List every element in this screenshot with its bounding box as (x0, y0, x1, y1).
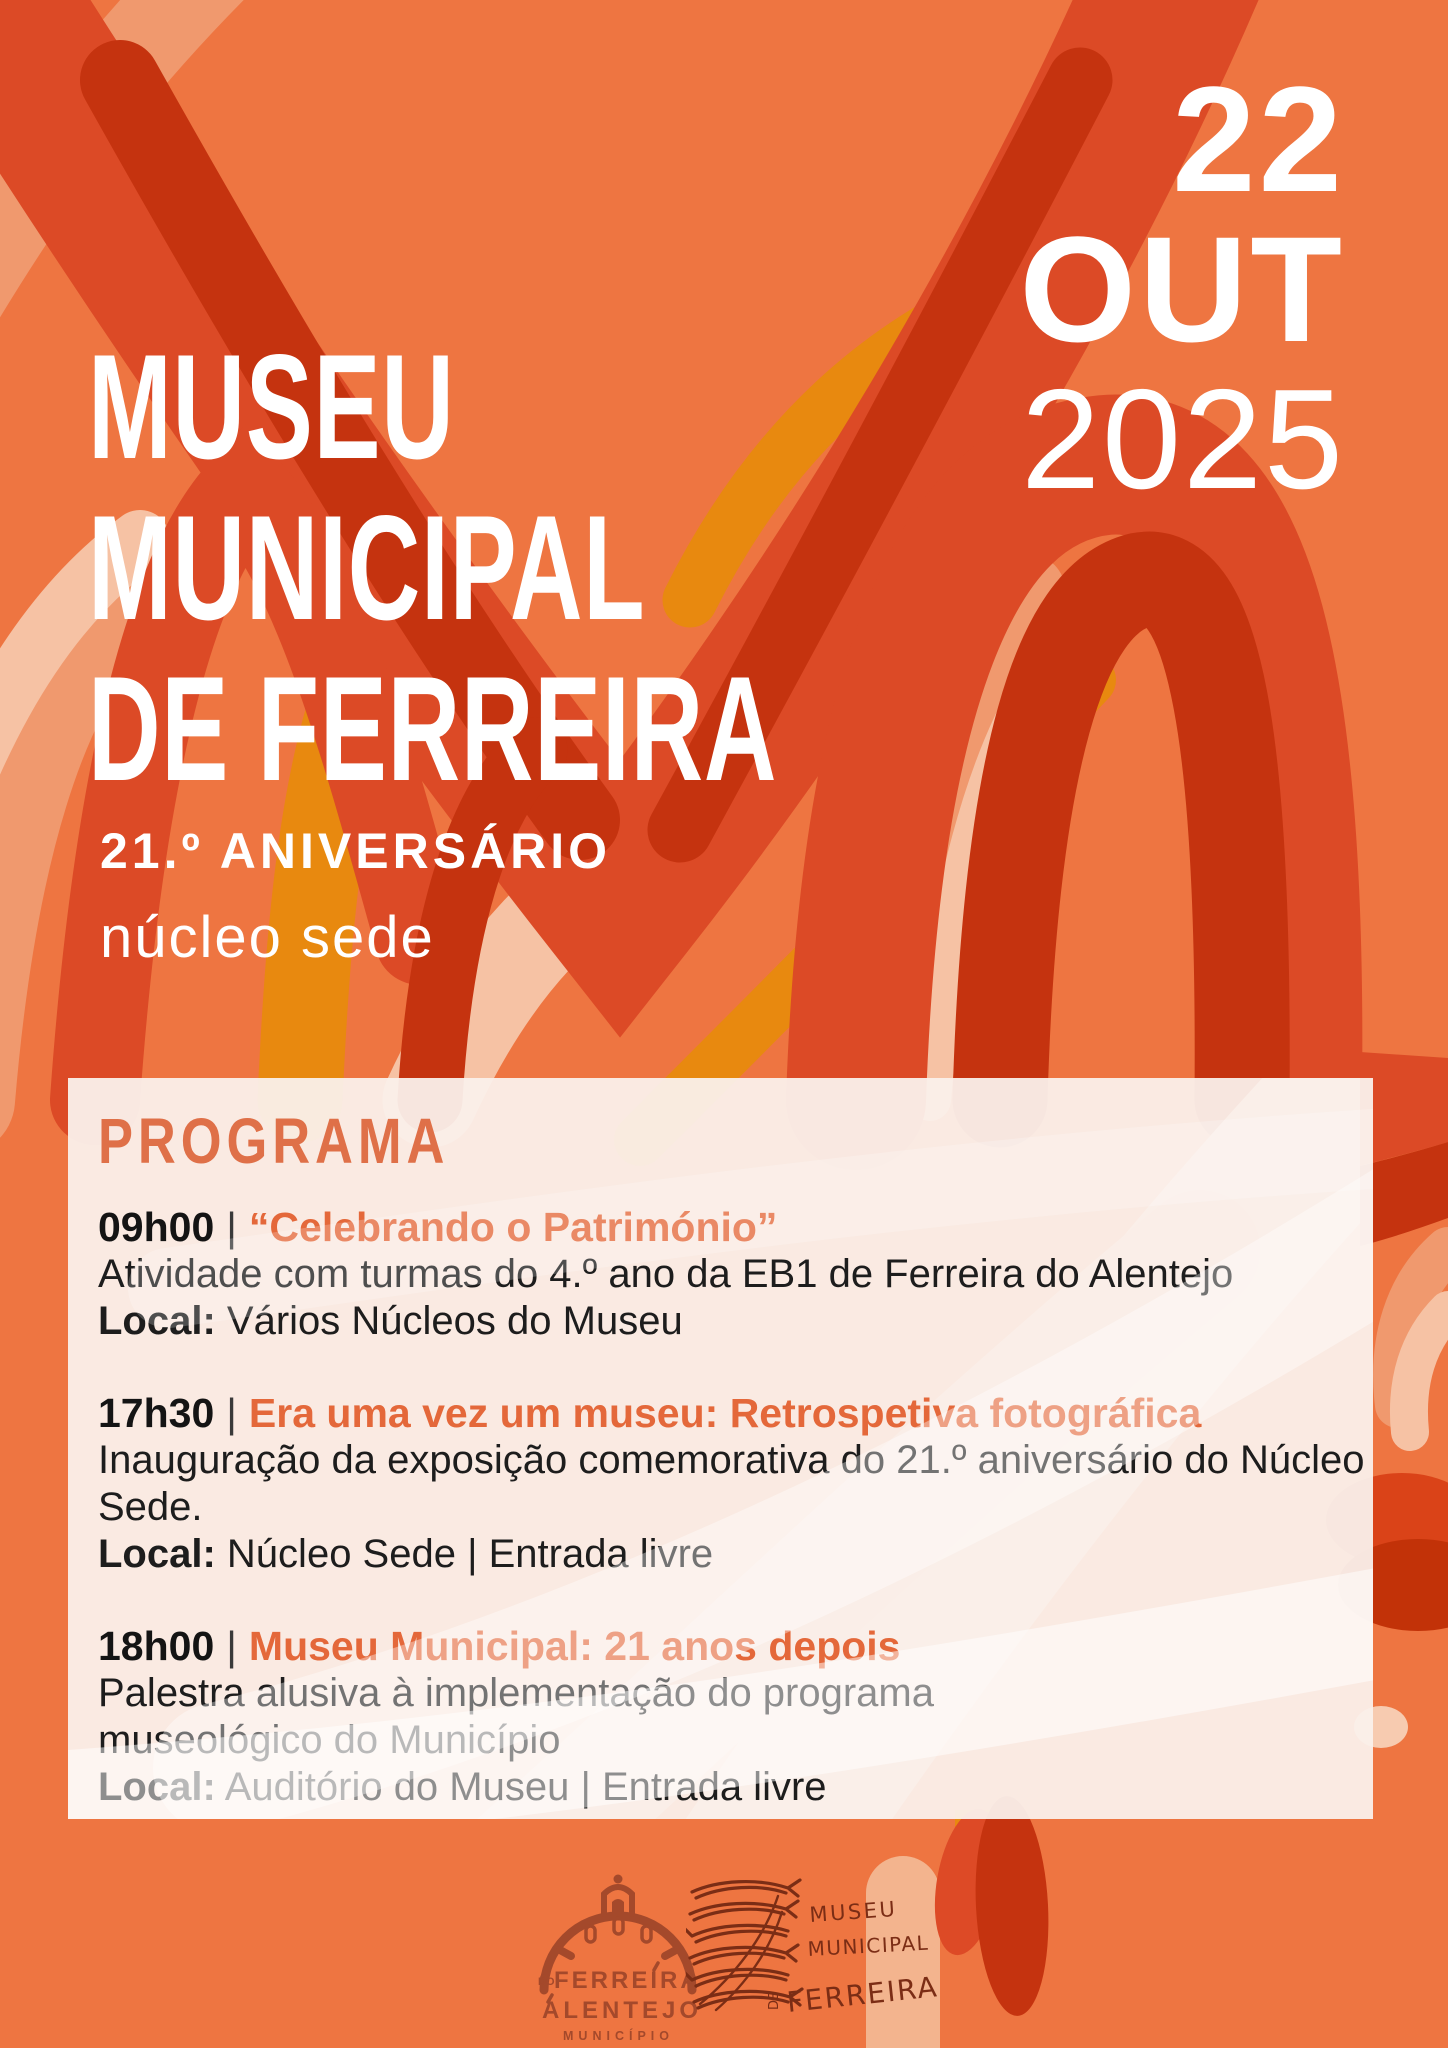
event-description: Inauguração da exposição comemorativa do 21.º aniversário do Núcleo (98, 1438, 1365, 1482)
event-title: Era uma vez um museu: Retrospetiva fotográfica (248, 1390, 1202, 1436)
event-description: Palestra alusiva à implementação do programa (98, 1671, 934, 1715)
event-title: “Celebrando o Património” (248, 1204, 778, 1250)
separator: | (226, 1204, 237, 1250)
event-time: 18h00 (98, 1623, 215, 1669)
poster-subtitle: 21.º ANIVERSÁRIO (100, 823, 612, 879)
event-location (98, 1298, 1345, 1345)
poster-tagline: núcleo sede (100, 905, 435, 970)
poster-title (88, 323, 1109, 812)
event-title: Museu Municipal: 21 anos depois (248, 1623, 901, 1669)
muni-logo-prefix: DO (538, 1976, 555, 1988)
sardines-sketch-icon (686, 1880, 802, 2010)
muni-logo-name-1: FERREIRA (554, 1967, 701, 1994)
event-headline (98, 1390, 1345, 1437)
event-time: 17h30 (98, 1390, 215, 1436)
event-time: 09h00 (98, 1204, 215, 1250)
event-location (98, 1764, 1345, 1811)
location-value: Auditório do Museu | Entrada livre (224, 1765, 827, 1809)
title-line-3: DE FERREIRA (88, 645, 778, 812)
program-event-1 (98, 1204, 1345, 1345)
event-headline (98, 1623, 1345, 1670)
date-day: 22 (1172, 55, 1345, 223)
location-value: Vários Núcleos do Museu (226, 1299, 683, 1343)
museum-logo-line-2: MUNICIPAL (807, 1930, 930, 1961)
date-month: OUT (1019, 205, 1345, 373)
location-value: Núcleo Sede | Entrada livre (226, 1532, 714, 1576)
museum-logo-line-1: MUSEU (808, 1896, 899, 1927)
museum-logo-line-3: FERREIRA (785, 1970, 941, 2019)
museum-logo-prefix: DE (767, 1991, 782, 2010)
muni-logo-name-2: ALENTEJO (542, 1997, 703, 2024)
event-description: museológico do Município (98, 1718, 561, 1762)
date-year: 2025 (1021, 360, 1345, 519)
muni-logo-descriptor: MUNICÍPIO (563, 2029, 674, 2043)
event-description: Atividade com turmas do 4.º ano da EB1 de Ferreira do Alentejo (98, 1252, 1234, 1296)
museum-logo (686, 1876, 946, 2040)
event-headline (98, 1204, 1345, 1251)
event-description: Sede. (98, 1485, 203, 1529)
municipality-logo (530, 1872, 710, 2046)
program-event-2 (98, 1390, 1365, 1578)
location-label: Local: (98, 1299, 216, 1343)
event-location (98, 1531, 1345, 1578)
separator: | (226, 1390, 237, 1436)
title-line-1: MUSEU (88, 323, 455, 490)
program-event-3 (98, 1623, 1345, 1811)
program-panel (68, 1078, 1373, 1819)
separator: | (226, 1623, 237, 1669)
location-label: Local: (98, 1532, 216, 1576)
dome-finial-icon (614, 1875, 623, 1884)
title-line-2: MUNICIPAL (88, 484, 646, 651)
program-heading: PROGRAMA (98, 1105, 450, 1177)
location-label: Local: (98, 1765, 216, 1809)
dome-door-icon (612, 1899, 624, 1914)
